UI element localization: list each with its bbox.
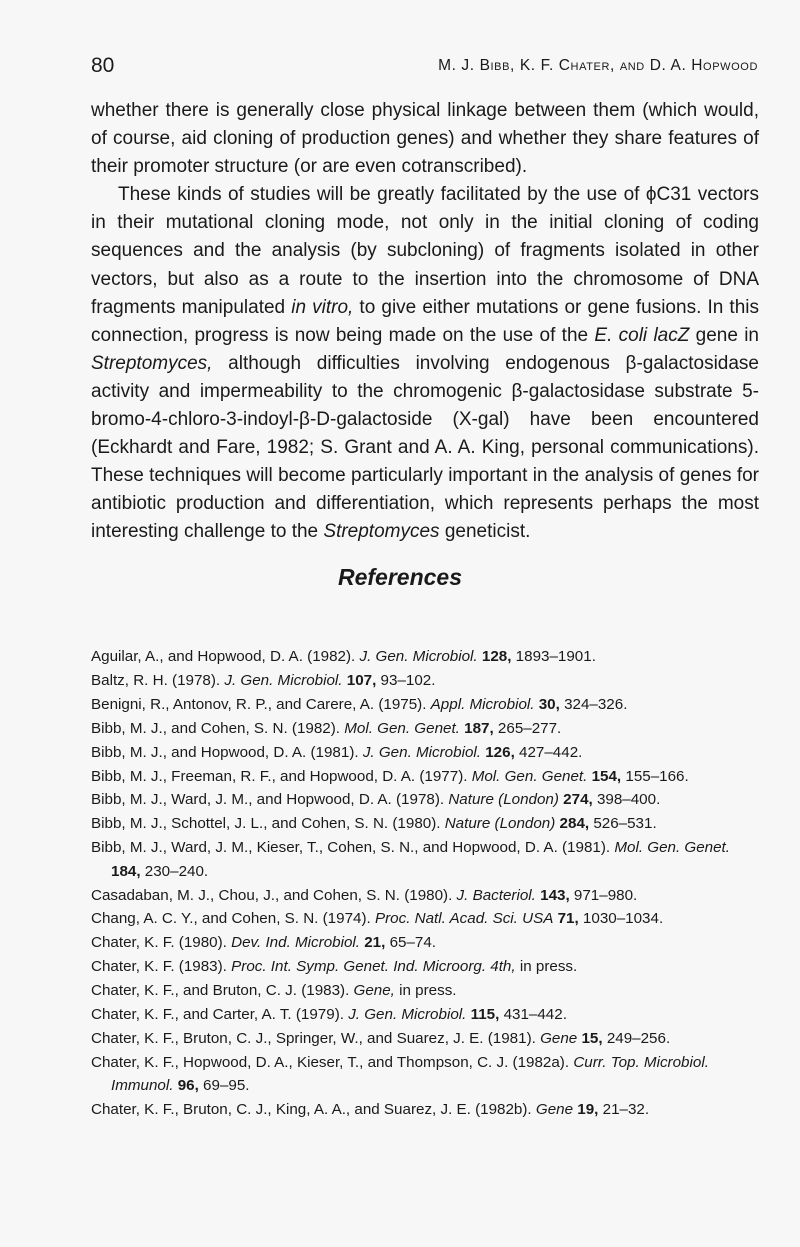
reference-volume: 30, (538, 695, 560, 713)
reference-journal: Curr. Top. Microbiol. Immunol. (111, 1053, 709, 1095)
reference-journal: Mol. Gen. Genet. (344, 719, 460, 737)
reference-authors: Chater, K. F., and Bruton, C. J. (1983). (91, 982, 354, 1000)
reference-journal: Gene (540, 1030, 578, 1047)
reference-authors: Bibb, M. J., and Hopwood, D. A. (1981). (91, 743, 363, 761)
reference-journal: Nature (London) (448, 791, 559, 809)
reference-item (91, 645, 763, 668)
reference-volume: 15, (581, 1030, 603, 1047)
reference-journal: Proc. Natl. Acad. Sci. USA (374, 910, 554, 928)
reference-journal: Gene, (353, 982, 395, 1000)
reference-journal: J. Gen. Microbiol. (362, 743, 481, 761)
reference-pages: 265–277. (493, 719, 562, 737)
reference-pages: 69–95. (198, 1077, 250, 1095)
italic-term: E. coli lacZ (594, 324, 690, 346)
reference-pages: 65–74. (385, 934, 437, 952)
reference-journal: J. Gen. Microbiol. (359, 648, 478, 665)
reference-pages: 1030–1034. (578, 910, 664, 928)
reference-item (91, 931, 763, 954)
reference-volume: 154, (591, 767, 622, 785)
reference-authors: Chater, K. F., and Carter, A. T. (1979). (91, 1006, 349, 1024)
reference-pages: 230–240. (140, 862, 209, 880)
body-text (91, 97, 759, 547)
reference-item (91, 741, 763, 764)
reference-pages: 155–166. (621, 767, 689, 785)
reference-journal: J. Gen. Microbiol. (224, 671, 343, 689)
reference-item (91, 836, 763, 883)
reference-volume: 128, (481, 648, 512, 665)
reference-journal: Mol. Gen. Genet. (471, 767, 588, 785)
reference-pages: in press. (515, 958, 578, 976)
reference-pages: 526–531. (589, 815, 657, 833)
reference-volume: 96, (177, 1077, 199, 1095)
reference-pages: 427–442. (514, 743, 583, 761)
reference-pages: 93–102. (376, 671, 436, 689)
text-run: These kinds of studies will be greatly facilitated by the use of (118, 184, 646, 206)
reference-journal: Appl. Microbiol. (430, 695, 535, 713)
reference-item (91, 717, 763, 740)
reference-volume: 284, (559, 815, 590, 833)
reference-volume: 71, (557, 910, 579, 928)
reference-item (91, 1098, 763, 1121)
running-head: M. J. Bibb, K. F. Chater, and D. A. Hopwood (438, 57, 758, 74)
reference-item (91, 812, 763, 835)
text-run: although difficulties involving endogenous β-galactosidase activity and impermeability to the chromogenic β-galactosidase substrate 5-bromo-4-chloro-3-indoyl-β-D-galactoside (X-gal) have been encountered (Eckhardt and Fare, 1982; S. Grant and A. A. King, personal communications). These techniques will become particularly important in the analysis of genes for antibiotic production and differentiation, which represents perhaps the most interesting challenge to the (91, 352, 759, 543)
reference-list (91, 645, 763, 1122)
reference-volume: 107, (346, 671, 377, 689)
reference-item (91, 955, 763, 978)
paragraph-1: whether there is generally close physical linkage between them (which would, of course, aid cloning of production genes) and whether they share features of their promoter structure (or are even cotranscribed). (91, 100, 759, 178)
reference-authors: Bibb, M. J., Freeman, R. F., and Hopwood, D. A. (1977). (91, 767, 472, 785)
reference-volume: 274, (563, 791, 593, 809)
text-run: gene in (689, 324, 759, 346)
reference-item (91, 884, 763, 907)
reference-journal: Gene (535, 1101, 574, 1119)
reference-journal: Dev. Ind. Microbiol. (231, 934, 360, 952)
phage-name: ϕC31 (645, 184, 692, 206)
reference-authors: Chang, A. C. Y., and Cohen, S. N. (1974). (91, 910, 375, 928)
reference-volume: 115, (470, 1006, 500, 1024)
reference-item (91, 788, 763, 811)
reference-volume: 21, (364, 934, 386, 952)
italic-term: Streptomyces (323, 521, 440, 543)
text-run: geneticist. (439, 521, 531, 543)
reference-pages: 324–326. (559, 695, 628, 713)
page-number: 80 (91, 54, 115, 77)
reference-item (91, 669, 763, 692)
reference-item (91, 765, 763, 788)
reference-authors: Casadaban, M. J., Chou, J., and Cohen, S. N. (1980). (91, 886, 457, 904)
reference-authors: Aguilar, A., and Hopwood, D. A. (1982). (91, 648, 360, 665)
reference-authors: Bibb, M. J., Ward, J. M., Kieser, T., Cohen, S. N., and Hopwood, D. A. (1981). (91, 839, 615, 857)
reference-authors: Chater, K. F., Bruton, C. J., King, A. A., and Suarez, J. E. (1982b). (91, 1101, 536, 1119)
reference-pages: 398–400. (592, 791, 661, 809)
reference-item (91, 1003, 763, 1026)
reference-authors: Chater, K. F., Hopwood, D. A., Kieser, T., and Thompson, C. J. (1982a). (91, 1053, 574, 1071)
reference-authors: Benigni, R., Antonov, R. P., and Carere, A. (1975). (91, 695, 431, 713)
paragraph-2 (91, 181, 759, 546)
reference-volume: 184, (111, 862, 141, 880)
reference-authors: Bibb, M. J., and Cohen, S. N. (1982). (91, 719, 345, 737)
reference-pages: 971–980. (569, 886, 638, 904)
reference-item (91, 907, 763, 930)
references-heading: References (337, 564, 463, 590)
reference-journal: Proc. Int. Symp. Genet. Ind. Microorg. 4th, (231, 958, 516, 976)
reference-volume: 19, (577, 1101, 599, 1119)
reference-volume: 126, (485, 743, 515, 761)
reference-volume: 143, (540, 886, 570, 904)
reference-authors: Chater, K. F. (1983). (91, 958, 232, 976)
reference-authors: Bibb, M. J., Ward, J. M., and Hopwood, D. A. (1978). (91, 791, 449, 809)
italic-term: in vitro, (291, 296, 354, 318)
reference-item (91, 1051, 763, 1098)
reference-authors: Baltz, R. H. (1978). (91, 671, 225, 689)
reference-authors: Chater, K. F., Bruton, C. J., Springer, W., and Suarez, J. E. (1981). (91, 1030, 541, 1047)
reference-pages: 1893–1901. (511, 648, 596, 665)
italic-term: Streptomyces, (91, 352, 213, 374)
page-header (91, 54, 758, 84)
reference-pages: 249–256. (602, 1030, 671, 1047)
reference-authors: Chater, K. F. (1980). (91, 934, 232, 952)
reference-authors: Bibb, M. J., Schottel, J. L., and Cohen, S. N. (1980). (91, 815, 445, 833)
reference-item (91, 979, 763, 1002)
reference-pages: 431–442. (499, 1006, 567, 1024)
reference-pages: 21–32. (598, 1101, 650, 1119)
reference-pages: in press. (394, 982, 457, 1000)
reference-journal: Nature (London) (444, 815, 556, 833)
text-run: vectors in their mutational cloning mode, not only in the initial cloning of coding sequences and the analysis (by subcloning) of fragments isolated in other vectors, but also as a route to the insertion into the chromosome of DNA fragments manipulated (91, 184, 759, 318)
reference-journal: Mol. Gen. Genet. (614, 839, 730, 857)
reference-item (91, 693, 763, 716)
reference-journal: J. Gen. Microbiol. (348, 1006, 467, 1024)
reference-volume: 187, (464, 719, 494, 737)
reference-item (91, 1027, 763, 1050)
reference-journal: J. Bacteriol. (456, 886, 536, 904)
text-run: to give either mutations or gene fusions. In this connection, progress is now being made on the use of the (91, 296, 759, 346)
